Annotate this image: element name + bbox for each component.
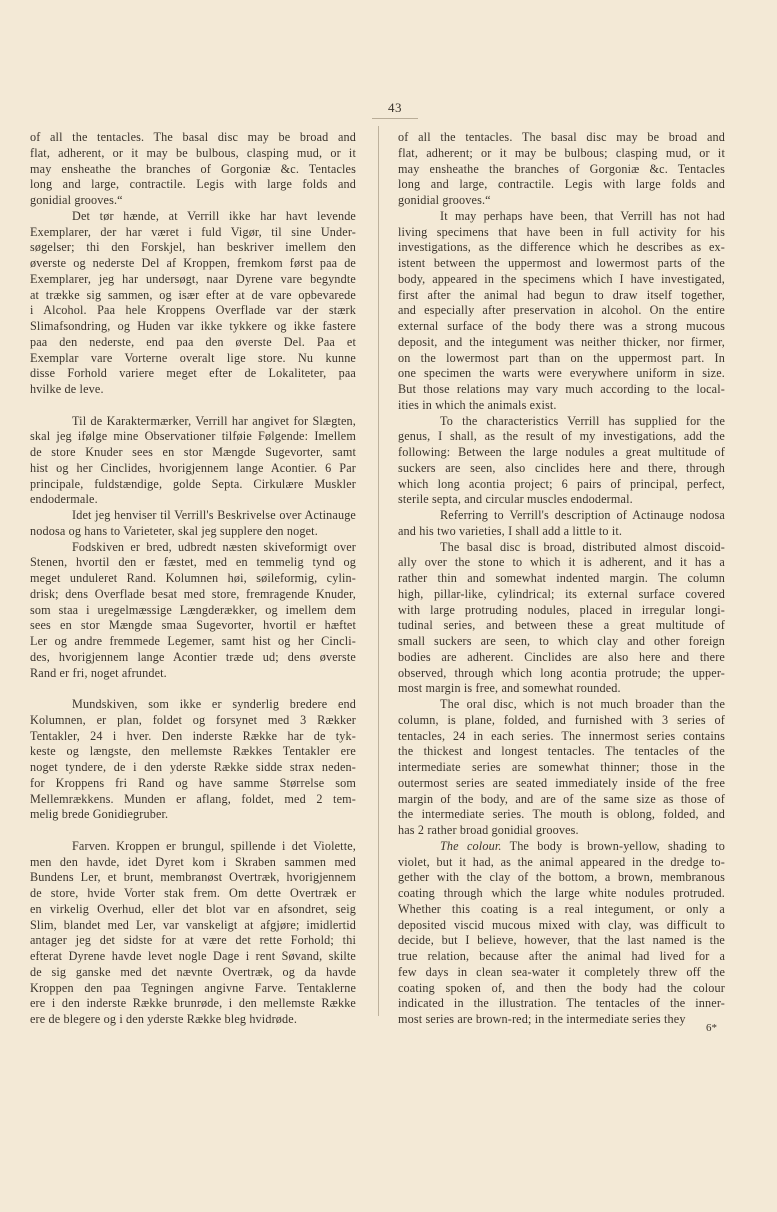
text-line: The basal disc is broad, distributed almost discoid-: [440, 539, 725, 554]
text-line: indicated in the illustration. The tentacles of the inner-: [398, 996, 725, 1011]
text-line: small suckers are seen, to which clay and other foreign: [398, 634, 725, 648]
text-line: which long acontia project; 6 pairs of principal, perfect,: [398, 476, 725, 491]
text-line: genus, I shall, as the result of my investigations, add the: [398, 429, 725, 444]
text-line: decide, but I believe, however, that the last named is the: [398, 933, 725, 948]
text-line: The oral disc, which is not much broader than the: [440, 697, 725, 711]
text-line: of all the tentacles. The basal disc may be broad and: [30, 130, 356, 144]
text-line: margin of the body, and are of the same size as those of: [398, 791, 725, 806]
text-line: de store Knuder sees en stor Mængde Sugevorter, samt: [30, 445, 356, 459]
text-line: Idet jeg henviser til Verrill's Beskrivelse over Actinauge: [72, 508, 356, 522]
text-line: high, pillar-like, cylindrical; its external surface covered: [398, 586, 725, 601]
text-line: Bundens Ler, et brunt, membranøst Overtræk, hvorigjennem: [30, 870, 356, 885]
text-line: Rand er fri, noget afrundet.: [30, 665, 167, 680]
text-line-rest: The body is brown-yellow, shading to: [501, 838, 725, 853]
text-line: outermost series are seated immediately inside of the free: [398, 775, 725, 790]
signature-mark: 6*: [706, 1022, 717, 1034]
text-line: Exemplarer, der har været i fuld Vigør, til sine Under-: [30, 224, 356, 239]
text-line: with large protruding nodules, placed in irregular longi-: [398, 602, 725, 617]
paragraph: [398, 209, 725, 414]
paragraph: [30, 697, 356, 823]
text-line: de store, hvide Vorter stak frem. Om dette Overtræk er: [30, 886, 356, 900]
text-line: Stenen, hvortil den er fæstet, med en temmelig tynd og: [30, 555, 356, 570]
text-line: Kroppen den paa Tegningen angivne Farve. Tentaklerne: [30, 980, 356, 995]
text-line: [398, 839, 725, 855]
text-line: Mellemrækkens. Munden er aflang, foldet, med 2 tem-: [30, 791, 356, 806]
text-line: may ensheathe the branches of Gorgoniæ &c. Tentacles: [30, 161, 356, 176]
text-line: for Kroppens fri Rand og have samme Størrelse som: [30, 775, 356, 790]
text-line: efterat Dyrene havde levet nogle Dage i rent Søvand, skilte: [30, 949, 356, 963]
text-line: ities in which the animals exist.: [398, 397, 557, 412]
text-line: following: Between the large nodules a great multitude of: [398, 445, 725, 459]
text-line: most margin is free, and somewhat rounded.: [398, 681, 621, 696]
column-divider: [378, 126, 379, 1016]
text-line: tentacles, 24 in each series. The innermost series contains: [398, 728, 725, 743]
text-line: ere i den inderste Række brunrøde, i den mellemste Række: [30, 996, 356, 1011]
text-line: keste og længste, den mellemste Rækkes Tentakler ere: [30, 744, 356, 759]
paragraph: [398, 839, 725, 1028]
text-line: and his two varieties, I shall add a little to it.: [398, 523, 623, 538]
text-line: deposit, and the integument was neither thicker, nor firmer,: [398, 334, 725, 349]
text-line: flat, adherent; or it may be bulbous; clasping mud, or it: [398, 145, 725, 160]
danish-text-column: [30, 130, 356, 1028]
text-line: som staa i uregelmæssige Længderækker, og imellem dem: [30, 602, 356, 617]
text-line: deposited viscid mucous mixed with clay, was difficult to: [398, 917, 725, 932]
text-line: principale, fuldstændige, golde Septa. Cirkulære Muskler: [30, 476, 356, 491]
text-line: skal jeg ifølge mine Observationer tilføie Følgende: Imellem: [30, 429, 356, 444]
text-line: meget unduleret Rand. Kolumnen høi, søileformig, cylin-: [30, 571, 356, 585]
paragraph: [30, 130, 356, 209]
text-line: on the lowermost part than on the uppermost part. In: [398, 350, 725, 365]
text-line: column, is plane, folded, and furnished with 3 series of: [398, 712, 725, 727]
text-line: des, hvorigjennem lange Acontier træde ud; dens øverste: [30, 649, 356, 664]
text-line: Tentakler, 24 i hver. Den inderste Række har de tyk-: [30, 728, 356, 743]
text-line: nodosa og hans to Varieteter, skal jeg supplere den noget.: [30, 523, 318, 538]
text-line: hist og her Cinclides, hvorigjennem lange Acontier. 6 Par: [30, 460, 356, 475]
text-line: Mundskiven, som ikke er synderlig bredere end: [72, 697, 356, 711]
text-line: few days in clean sea-water it completely threw off the: [398, 964, 725, 979]
text-line: flat, adherent, or it may be bulbous, clasping mud, or it: [30, 145, 356, 160]
text-line: bodies are adherent. Cinclides are also here and there: [398, 649, 725, 664]
text-line: gether with the clay of the bottom, a brown, membranous: [398, 870, 725, 885]
text-line: gonidial grooves.“: [30, 193, 123, 207]
english-text-column: [398, 130, 725, 1028]
text-line: antager jeg det sidste for at være det rette Forhold; thi: [30, 933, 356, 948]
text-line: en virkelig Overhud, eller det blot var en afsondret, seig: [30, 901, 356, 916]
text-line: coating spoken of, and then the body had the colour: [398, 980, 725, 995]
text-line: sees en stor Mængde smaa Sugevorter, hvortil er hæftet: [30, 618, 356, 633]
paragraph: [398, 540, 725, 698]
text-line: To the characteristics Verrill has supplied for the: [440, 413, 725, 428]
text-line: hvilke de leve.: [30, 382, 104, 396]
text-line: living specimens that have been in full activity for his: [398, 224, 725, 239]
text-line: of all the tentacles. The basal disc may be broad and: [398, 130, 725, 144]
text-line: ally over the stone to which it is adherent, and it has a: [398, 555, 725, 570]
page-number: 43: [388, 100, 402, 115]
text-line: Exemplar vare Vorterne overalt lige store. Nu kunne: [30, 350, 356, 365]
text-line: and especially after preservation in alcohol. On the entire: [398, 303, 725, 318]
text-line: søgelser; thi den Forskjel, han beskriver imellem den: [30, 240, 356, 255]
text-line: the thickest and longest tentacles. The tentacles of the: [398, 744, 725, 759]
text-line: But those relations may vary much according to the local-: [398, 382, 725, 396]
text-line: long and large, contractile. Legis with large folds and: [398, 177, 725, 192]
text-line: It may perhaps have been, that Verrill has not had: [440, 208, 725, 223]
text-line: paa den nederste, end paa den øverste Del. Paa et: [30, 334, 356, 349]
paragraph: [30, 540, 356, 682]
text-line: disse Forhold variere meget efter de Lokaliteter, paa: [30, 366, 356, 381]
text-line: tudinal series, and between these a great multitude of: [398, 618, 725, 633]
text-line: coating through which the large white nodules protruded.: [398, 886, 725, 900]
header-rule: [372, 118, 418, 119]
text-line: investigations, as the difference which he describes as ex-: [398, 240, 725, 255]
text-line: øverste og nederste Del af Kroppen, fremkom først paa de: [30, 256, 356, 270]
text-line: Til de Karaktermærker, Verrill har angivet for Slægten,: [72, 413, 356, 428]
paragraph: [30, 414, 356, 509]
text-line: ere de blegere og i den yderste Række bleg hvidrøde.: [30, 1012, 298, 1026]
paragraph: [398, 414, 725, 509]
text-line: men den havde, idet Dyret kom i Skraben sammen med: [30, 854, 356, 869]
text-line: Farven. Kroppen er brungul, spillende i det Violette,: [72, 838, 356, 853]
text-line: i Alcohol. Paa hele Kroppens Overflade var der stærk: [30, 303, 356, 318]
text-line: melig brede Gonidiegruber.: [30, 807, 169, 822]
text-line: one specimen the warts were everywhere uniform in size.: [398, 366, 725, 381]
text-line: external surface of the body there was a strong mucous: [398, 319, 725, 333]
text-line: Slimafsondring, og Huden var ikke tykkere og ikke fastere: [30, 319, 356, 333]
text-line: observed, through which long acontia protrude; the upper-: [398, 665, 725, 680]
paragraph: [30, 839, 356, 1028]
text-line: gonidial grooves.“: [398, 193, 491, 207]
text-line: sterile septa, and circular muscles endodermal.: [398, 492, 633, 507]
text-line: has 2 rather broad gonidial grooves.: [398, 823, 579, 837]
text-line: violet, but it had, as the animal appeared in the dredge to-: [398, 854, 725, 869]
text-line: Det tør hænde, at Verrill ikke har havt levende: [72, 208, 356, 223]
text-line: at trække sig sammen, og især efter at de vare opbevarede: [30, 287, 356, 302]
text-line: suckers are seen, also cinclides here and there, through: [398, 460, 725, 475]
text-line: the intermediate series. The mouth is oblong, folded, and: [398, 807, 725, 822]
text-line: drisk; dens Overflade besat med store, fremragende Knuder,: [30, 586, 356, 601]
paragraph: [398, 697, 725, 839]
paragraph: [30, 209, 356, 398]
text-line: body, appeared in the specimens which I have investigated,: [398, 271, 725, 286]
text-line: Referring to Verrill's description of Actinauge nodosa: [440, 508, 725, 522]
paragraph: [30, 508, 356, 540]
text-line: endodermale.: [30, 492, 98, 507]
text-line: intermediate series are somewhat thinner; those in the: [398, 760, 725, 774]
text-line: true relation, because after the animal had lived for a: [398, 949, 725, 963]
text-line: Fodskiven er bred, udbredt næsten skiveformigt over: [72, 539, 356, 554]
text-line: long and large, contractile. Legis with large folds and: [30, 177, 356, 192]
text-line: first after the animal had begun to draw itself together,: [398, 287, 725, 302]
text-line: rather thin and somewhat indented margin. The column: [398, 571, 725, 585]
paragraph: [398, 508, 725, 540]
paragraph: [398, 130, 725, 209]
text-line: istent between the uppermost and lowermost parts of the: [398, 256, 725, 270]
text-line: de sig ganske med det nævnte Overtræk, og da havde: [30, 964, 356, 979]
text-line: Ler og andre fremmede Legemer, samt hist og her Cincli-: [30, 634, 356, 648]
text-line: Slim, blandet med Ler, var vanskeligt at afgjøre; imidlertid: [30, 917, 356, 932]
text-line: Whether this coating is a real integument, or only a: [398, 901, 725, 916]
italic-heading: The colour.: [440, 838, 502, 853]
text-line: most series are brown-red; in the intermediate series they: [398, 1012, 686, 1026]
text-line: Exemplarer, jeg har undersøgt, naar Dyrene vare begyndte: [30, 271, 356, 286]
text-line: may ensheathe the branches of Gorgoniæ &c. Tentacles: [398, 161, 725, 176]
text-line: Kolumnen, er plan, foldet og forsynet med 3 Rækker: [30, 712, 356, 727]
text-line: noget tyndere, de i den yderste Række sidde strax neden-: [30, 760, 356, 774]
